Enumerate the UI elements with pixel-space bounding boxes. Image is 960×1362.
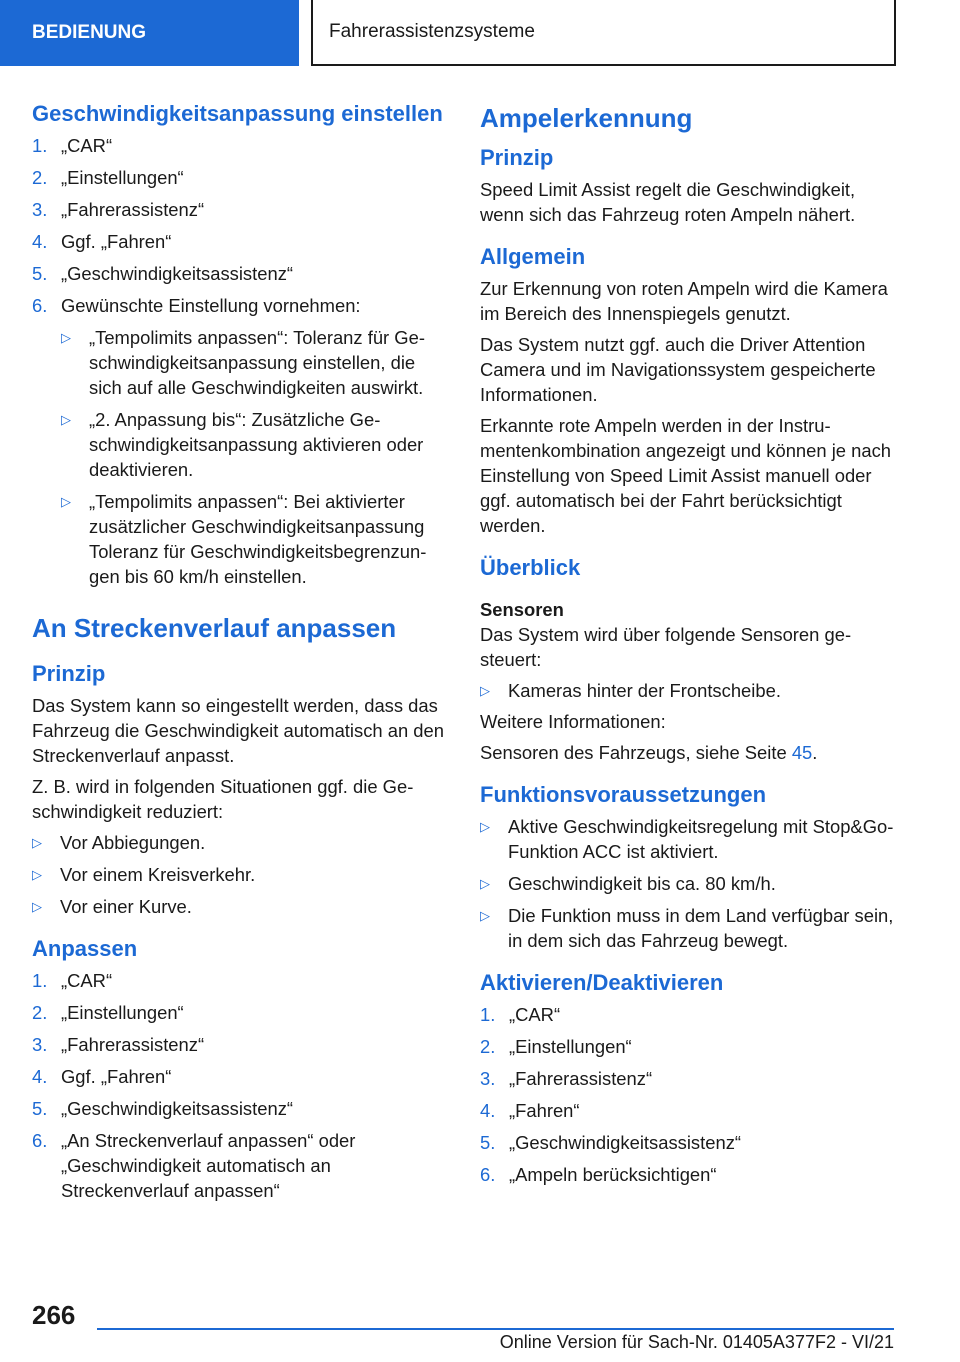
prinzip-paragraph: Das System kann so eingestellt werden, dass das Fahrzeug die Geschwindigkeit automatisch an den Streckenverlauf anpasst. xyxy=(32,695,444,766)
einstellen-steps xyxy=(32,133,450,596)
heading-prinzip: Prinzip xyxy=(32,661,106,686)
list-item xyxy=(480,871,900,896)
list-item xyxy=(32,1064,450,1089)
page-link[interactable]: 45 xyxy=(791,742,813,763)
step-text: „Fahrerassistenz“ xyxy=(61,1034,205,1055)
step-text: „An Streckenverlauf anpassen“ oder „Geschwindigkeit automatisch an Streckenverlauf anpassen“ xyxy=(61,1130,356,1201)
right-column xyxy=(480,100,900,1203)
cross-reference-text: Sensoren des Fahrzeugs, siehe Seite xyxy=(480,742,787,763)
allgemein-paragraph: Erkannte rote Ampeln werden in der Instrumentenkombination angezeigt und können je nach Einstellung von Speed Limit Assist manuell oder ggf. automatisch bei der Fahrt berücksichtigt werden. xyxy=(480,415,892,536)
list-item xyxy=(480,1162,900,1187)
list-item xyxy=(480,814,900,864)
heading-ampelerkennung: Ampelerkennung xyxy=(480,103,693,133)
step-number: 6. xyxy=(32,1130,48,1151)
heading-allgemein: Allgemein xyxy=(480,244,586,269)
list-item xyxy=(480,1066,900,1091)
list-item xyxy=(32,1000,450,1025)
list-item xyxy=(32,293,450,596)
list-item xyxy=(32,197,450,222)
step-text: „Fahren“ xyxy=(509,1100,580,1121)
situations-list xyxy=(32,830,450,919)
sensoren-paragraph: Das System wird über folgende Sensoren gesteuert: xyxy=(480,624,852,670)
step-text: „Fahrerassistenz“ xyxy=(61,199,205,220)
step-text: „Fahrerassistenz“ xyxy=(509,1068,653,1089)
heading-aktivieren-deaktivieren: Aktivieren/Deaktivieren xyxy=(480,970,724,995)
step-number: 2. xyxy=(32,1002,48,1023)
list-item xyxy=(32,229,450,254)
step-text: Gewünschte Einstellung vornehmen: xyxy=(61,295,361,316)
list-item xyxy=(32,830,450,855)
header-section-label: BEDIENUNG xyxy=(32,22,147,43)
allgemein-paragraph: Das System nutzt ggf. auch die Driver Attention Camera und im Navigationssystem gespeicherte Informationen. xyxy=(480,334,876,405)
bullet-triangle-icon: ▷ xyxy=(480,683,490,698)
bullet-triangle-icon: ▷ xyxy=(480,819,490,834)
bullet-triangle-icon: ▷ xyxy=(61,330,71,345)
list-item xyxy=(61,325,450,400)
step-text: Ggf. „Fahren“ xyxy=(61,1066,172,1087)
left-column xyxy=(32,100,450,1219)
bullet-triangle-icon: ▷ xyxy=(32,899,42,914)
step-text: „Einstellungen“ xyxy=(61,1002,184,1023)
step-text: „Einstellungen“ xyxy=(509,1036,632,1057)
heading-prinzip: Prinzip xyxy=(480,145,554,170)
step-number: 3. xyxy=(32,1034,48,1055)
footer-divider xyxy=(97,1328,894,1330)
list-item xyxy=(32,1032,450,1057)
bullet-triangle-icon: ▷ xyxy=(32,867,42,882)
list-item xyxy=(32,1096,450,1121)
page-number: 266 xyxy=(32,1300,76,1330)
allgemein-paragraph: Zur Erkennung von roten Ampeln wird die Kamera im Bereich des Innenspiegels genutzt. xyxy=(480,278,888,324)
list-item xyxy=(480,1098,900,1123)
list-item xyxy=(480,903,900,953)
requirement-text: Aktive Geschwindigkeitsregelung mit Stop&Go-Funktion ACC ist aktiviert. xyxy=(508,816,894,862)
heading-sensoren: Sensoren xyxy=(480,599,564,620)
list-item xyxy=(480,1002,900,1027)
prinzip-paragraph: Speed Limit Assist regelt die Geschwindigkeit, wenn sich das Fahrzeug roten Ampeln nähert. xyxy=(480,179,856,225)
step-text: „Geschwindigkeitsassistenz“ xyxy=(509,1132,742,1153)
step-text: „Geschwindigkeitsassistenz“ xyxy=(61,263,294,284)
step-text: „Geschwindigkeitsassistenz“ xyxy=(61,1098,294,1119)
step-number: 2. xyxy=(480,1036,496,1057)
bullet-triangle-icon: ▷ xyxy=(480,876,490,891)
step-number: 5. xyxy=(32,1098,48,1119)
aktivieren-steps xyxy=(480,1002,900,1187)
step-text: Ggf. „Fahren“ xyxy=(61,231,172,252)
header-chapter-label: Fahrerassistenzsysteme xyxy=(329,21,535,42)
list-item xyxy=(480,678,900,703)
heading-ueberblick: Überblick xyxy=(480,555,581,580)
bullet-triangle-icon: ▷ xyxy=(32,835,42,850)
bullet-triangle-icon: ▷ xyxy=(61,494,71,509)
requirement-text: Die Funktion muss in dem Land verfügbar sein, in dem sich das Fahrzeug bewegt. xyxy=(508,905,894,951)
step-number: 3. xyxy=(480,1068,496,1089)
option-text: „Tempolimits anpassen“: Bei aktivierter zusätzlicher Geschwindigkeitsanpassung Toleranz für Geschwindigkeitsbegrenzungen bis 60 km/h einstellen. xyxy=(89,491,427,587)
step-number: 5. xyxy=(32,263,48,284)
list-item xyxy=(61,489,450,589)
requirement-text: Geschwindigkeit bis ca. 80 km/h. xyxy=(508,873,776,894)
list-item xyxy=(32,862,450,887)
situation-text: Vor einer Kurve. xyxy=(60,896,192,917)
list-item xyxy=(32,968,450,993)
prinzip-paragraph: Z. B. wird in folgenden Situationen ggf. die Geschwindigkeit reduziert: xyxy=(32,776,414,822)
header-chapter-tab xyxy=(311,0,896,66)
cross-reference xyxy=(480,740,900,765)
sensor-text: Kameras hinter der Frontscheibe. xyxy=(508,680,781,701)
sensoren-list xyxy=(480,678,900,703)
cross-reference-end: . xyxy=(812,742,818,763)
heading-an-streckenverlauf-anpassen: An Streckenverlauf anpassen xyxy=(32,613,397,643)
weitere-informationen: Weitere Informationen: xyxy=(480,711,666,732)
situation-text: Vor Abbiegungen. xyxy=(60,832,206,853)
step-text: „CAR“ xyxy=(509,1004,561,1025)
step-number: 3. xyxy=(32,199,48,220)
list-item xyxy=(32,165,450,190)
step-number: 1. xyxy=(32,970,48,991)
list-item xyxy=(480,1034,900,1059)
step-number: 5. xyxy=(480,1132,496,1153)
list-item xyxy=(61,407,450,482)
bullet-triangle-icon: ▷ xyxy=(480,908,490,923)
funktion-list xyxy=(480,814,900,953)
header-section-tab xyxy=(0,0,299,66)
step-number: 1. xyxy=(480,1004,496,1025)
step-text: „CAR“ xyxy=(61,970,113,991)
list-item xyxy=(32,894,450,919)
step-text: „Einstellungen“ xyxy=(61,167,184,188)
list-item xyxy=(32,133,450,158)
step-number: 6. xyxy=(32,295,48,316)
step-text: „CAR“ xyxy=(61,135,113,156)
heading-anpassen: Anpassen xyxy=(32,936,138,961)
option-text: „2. Anpassung bis“: Zusätzliche Geschwindigkeitsanpassung aktivieren oder deaktivieren. xyxy=(89,409,424,480)
step-number: 4. xyxy=(32,1066,48,1087)
situation-text: Vor einem Kreisverkehr. xyxy=(60,864,256,885)
bullet-triangle-icon: ▷ xyxy=(61,412,71,427)
footer-version: Online Version für Sach-Nr. 01405A377F2 - VI/21 xyxy=(499,1332,894,1352)
step-number: 1. xyxy=(32,135,48,156)
step-text: „Ampeln berücksichtigen“ xyxy=(509,1164,717,1185)
list-item xyxy=(32,261,450,286)
step-number: 2. xyxy=(32,167,48,188)
heading-funktionsvoraussetzungen: Funktionsvoraussetzungen xyxy=(480,782,767,807)
list-item xyxy=(480,1130,900,1155)
option-text: „Tempolimits anpassen“: Toleranz für Geschwindigkeitsanpassung einstellen, die sich auf alle Geschwindigkeiten auswirkt. xyxy=(89,327,425,398)
step-number: 4. xyxy=(32,231,48,252)
step-number: 4. xyxy=(480,1100,496,1121)
anpassen-steps xyxy=(32,968,450,1203)
einstellen-options xyxy=(61,325,450,589)
heading-geschwindigkeitsanpassung-einstellen: Geschwindigkeitsanpassung einstellen xyxy=(32,101,443,126)
list-item xyxy=(32,1128,450,1203)
step-number: 6. xyxy=(480,1164,496,1185)
